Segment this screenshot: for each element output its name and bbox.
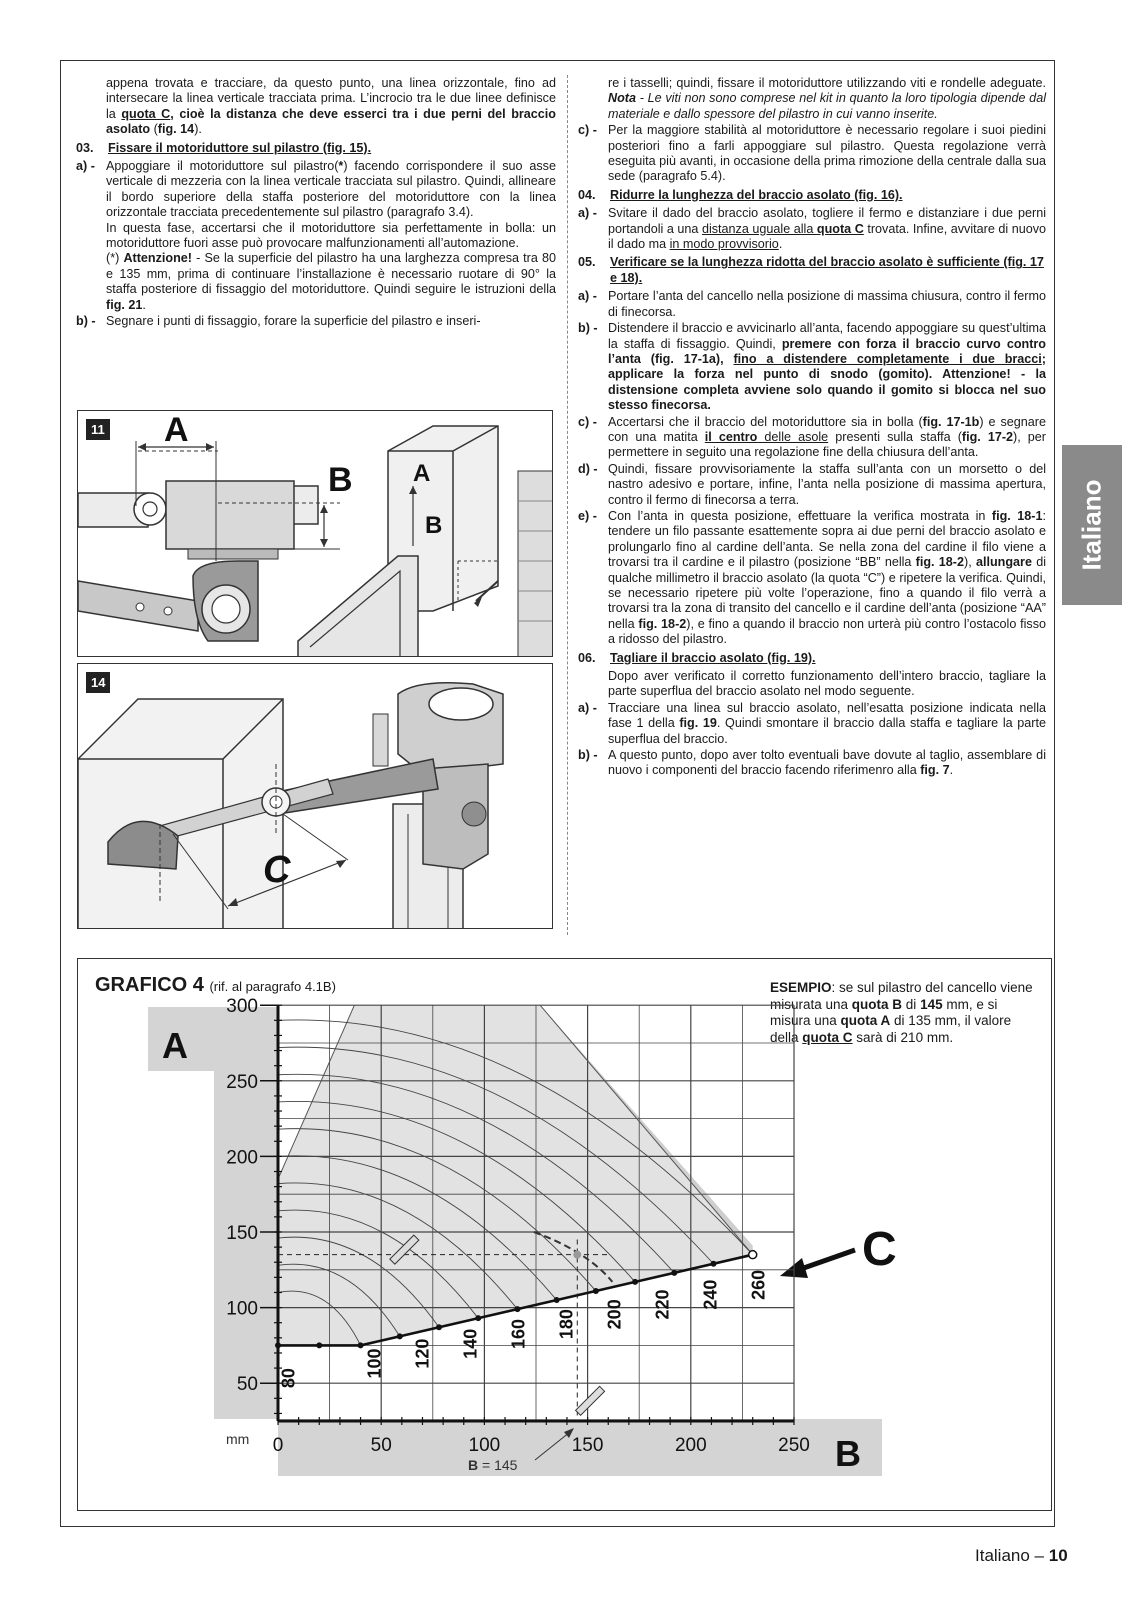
x-tick-label: 200 bbox=[674, 1435, 707, 1456]
y-tick-label: 300 bbox=[226, 996, 258, 1018]
boundary-point bbox=[554, 1297, 560, 1303]
c-curve-label: 260 bbox=[748, 1269, 769, 1300]
axis-b-letter: B bbox=[835, 1433, 861, 1474]
fig11-label-a-small: A bbox=[413, 460, 431, 487]
heading-04: 04. Ridurre la lunghezza del braccio asolato (fig. 16). bbox=[578, 187, 903, 202]
x-tick-label: 250 bbox=[778, 1435, 810, 1456]
step-06-a: a) - Tracciare una linea sul braccio asolato, nell’esatta posizione indicata nella fase 1 della fig. 19. Quindi smontare il braccio dalla staffa e tagliare la parte superflua del braccio. bbox=[578, 700, 1046, 746]
step-b: b) - Segnare i punti di fissaggio, forare la superficie del pilastro e inseri- bbox=[76, 314, 481, 329]
c-letter: C bbox=[862, 1223, 897, 1276]
c-curve-label: 100 bbox=[364, 1348, 385, 1379]
boundary-point bbox=[475, 1315, 481, 1321]
unit-label: mm bbox=[226, 1431, 250, 1447]
step-c: c) - Per la maggiore stabilità al motoriduttore è necessario regolare i suoi piedini posteriori fino a farli appoggiare sul pilastro. Questa regolazione verrà eseguita più avanti, in occasione della prima rimozione della centrale dalla sua sede (paragrafo 5.4). bbox=[578, 123, 1046, 184]
language-side-tab: Italiano bbox=[1062, 445, 1122, 605]
c-arrow bbox=[798, 1250, 855, 1270]
x-tick-label: 50 bbox=[370, 1435, 392, 1456]
c-curve-label: 140 bbox=[460, 1328, 481, 1359]
c-curve-label: 220 bbox=[652, 1289, 673, 1320]
boundary-point bbox=[316, 1342, 322, 1348]
fig11-label-b: B bbox=[328, 461, 353, 499]
step-a: a) - Appoggiare il motoriduttore sul pilastro(*) facendo corrispondere il suo asse verticale di mezzeria con la linea verticale tracciata sul pilastro. Quindi, allineare il bordo superiore della staffa posteriore del motoriduttore con la linea orizzontale tracciata precedentemente sul pilastro (paragrafo 3.4). In questa fase, accertarsi che il motoriduttore sia perfettamente in bolla: un motoriduttore fuori asse può provocare malfunzionamenti all’automazione. (*) Attenzione! - Se la superficie del pilastro ha una larghezza compresa tra 80 e 135 mm, prima di continuare l’installazione è necessario ruotare di 90° la staffa posteriore di fissaggio del motoriduttore. Quindi seguire le istruzioni della fig. 21. bbox=[76, 159, 556, 312]
graph-title: GRAFICO 4 (rif. al paragrafo 4.1B) bbox=[95, 974, 336, 996]
boundary-point bbox=[593, 1288, 599, 1294]
c-curve-label: 180 bbox=[556, 1309, 577, 1340]
step-05-b: b) - Distendere il braccio e avvicinarlo all’anta, facendo appoggiare su quest’ultima la staffa di fissaggio. Quindi, premere con forza il braccio curvo contro l’anta (fig. 17-1a), fino a distendere completamente i due bracci; applicare la forza nel punto di snodo (gomito). Attenzione! - la distensione completa avviene solo quando il gomito si blocca nel suo stesso finecorsa. bbox=[578, 321, 1046, 413]
boundary-point bbox=[358, 1342, 364, 1348]
heading-05: 05. Verificare se la lunghezza ridotta del braccio asolato è sufficiente (fig. 17 e 18). bbox=[578, 255, 1044, 285]
heading-06: 06. Tagliare il braccio asolato (fig. 19). bbox=[578, 650, 816, 665]
feasible-region bbox=[278, 1005, 753, 1345]
y-tick-label: 250 bbox=[226, 1071, 258, 1093]
c-curve-label: 80 bbox=[278, 1368, 299, 1389]
boundary-point bbox=[514, 1306, 520, 1312]
example-note: ESEMPIO: se sul pilastro del cancello viene misurata una quota B di 145 mm, e si misura una quota A di 135 mm, il valore della quota C sarà di 210 mm. bbox=[770, 980, 1033, 1045]
b-marker-label: B = 145 bbox=[468, 1457, 518, 1473]
boundary-point bbox=[711, 1261, 717, 1267]
step-05-a: a) - Portare l’anta del cancello nella posizione di massima chiusura, contro il fermo di finecorsa. bbox=[578, 289, 1046, 319]
c-curve-label: 160 bbox=[508, 1318, 529, 1349]
c-curve-label: 240 bbox=[700, 1279, 721, 1310]
x-tick-label: 150 bbox=[571, 1435, 604, 1456]
y-tick-label: 200 bbox=[226, 1147, 258, 1169]
step-04-a: a) - Svitare il dado del braccio asolato, togliere il fermo e distanziare i due perni portandoli a una distanza uguale alla quota C trovata. Infine, avvitare di nuovo il dado ma in modo provvisorio. bbox=[578, 206, 1047, 252]
y-tick-label: 100 bbox=[226, 1298, 258, 1320]
x-tick-label: 0 bbox=[272, 1435, 284, 1456]
axis-a-band bbox=[214, 1007, 278, 1419]
fig14-label-c: C bbox=[263, 849, 291, 891]
boundary-point bbox=[397, 1333, 403, 1339]
page-footer: Italiano – 10 bbox=[975, 1546, 1068, 1565]
boundary-point bbox=[632, 1279, 638, 1285]
fig14-number: 14 bbox=[86, 672, 110, 693]
paragraph-intro: appena trovata e tracciare, da questo punto, una linea orizzontale, fino ad intersecare la linea verticale tracciata prima. L’incrocio tra le due linee definisce la quota C, cioè la distanza che deve esserci tra i due perni del braccio asolato (fig. 14). bbox=[106, 76, 556, 137]
boundary-end-point bbox=[749, 1251, 757, 1259]
pencil-icon bbox=[576, 1386, 605, 1415]
step-06-b: b) - A questo punto, dopo aver tolto eventuali bave dovute al taglio, assemblare di nuovo i componenti del braccio facendo riferimenro alla fig. 7. bbox=[578, 748, 1046, 778]
fig11-label-a: A bbox=[164, 411, 189, 449]
axis-a-letter: A bbox=[162, 1025, 188, 1066]
step-05-c: c) - Accertarsi che il braccio del motoriduttore sia in bolla (fig. 17-1b) e segnare con una matita il centro delle asole presenti sulla staffa (fig. 17-2), per permettere in seguito una regolazione fine della chiusura dell’anta. bbox=[578, 414, 1046, 460]
heading-03: 03. Fissare il motoriduttore sul pilastro (fig. 15). bbox=[76, 140, 372, 155]
c-curve-label: 120 bbox=[412, 1338, 433, 1369]
step-05-d: d) - Quindi, fissare provvisoriamente la staffa sull’anta con un morsetto o del nastro adesivo e portare, infine, l’anta nella posizione di massima apertura, contro il fermo di finecorsa a terra. bbox=[578, 461, 1046, 507]
c-curve-label: 200 bbox=[604, 1299, 625, 1330]
fig11-label-b-small: B bbox=[425, 512, 443, 539]
y-tick-label: 50 bbox=[236, 1374, 258, 1396]
paragraph-continued: re i tasselli; quindi, fissare il motoriduttore utilizzando viti e rondelle adeguate. Nota - Le viti non sono comprese nel kit in quanto la loro tipologia dipende dal materiale e dallo spessore del pilastro in cui vanno inserite. bbox=[608, 76, 1046, 121]
y-tick-label: 150 bbox=[226, 1223, 258, 1244]
x-tick-label: 100 bbox=[468, 1435, 501, 1456]
paragraph-06: Dopo aver verificato il corretto funzionamento dell’intero braccio, tagliare la parte superflua del braccio asolato nel modo seguente. bbox=[608, 669, 1046, 699]
boundary-point bbox=[436, 1324, 442, 1330]
fig11-number: 11 bbox=[86, 419, 110, 440]
step-05-e: e) - Con l’anta in questa posizione, effettuare la verifica mostrata in fig. 18-1: tendere un filo passante esattemente sopra ai due perni del braccio asolato e prolungarlo fino al cardine dell’anta. Se nella zona del cardine il filo viene a trovarsi tra il cardine e il pilastro (posizione “BB” nella fig. 18-2), allungare di qualche millimetro il braccio asolato (la quota “C”) e ripetere la verifica. Quindi, se necessario ripetere più volte l’operazione, fino a quando il filo verrà a trovarsi tra la zona di transito del cancello e il cardine dell’anta (posizione “AA” nella fig. 18-2), e fino a quando il braccio non urterà più contro l’ostacolo fisso a ridosso del pilastro. bbox=[578, 508, 1046, 647]
example-point bbox=[573, 1251, 581, 1259]
boundary-point bbox=[671, 1270, 677, 1276]
